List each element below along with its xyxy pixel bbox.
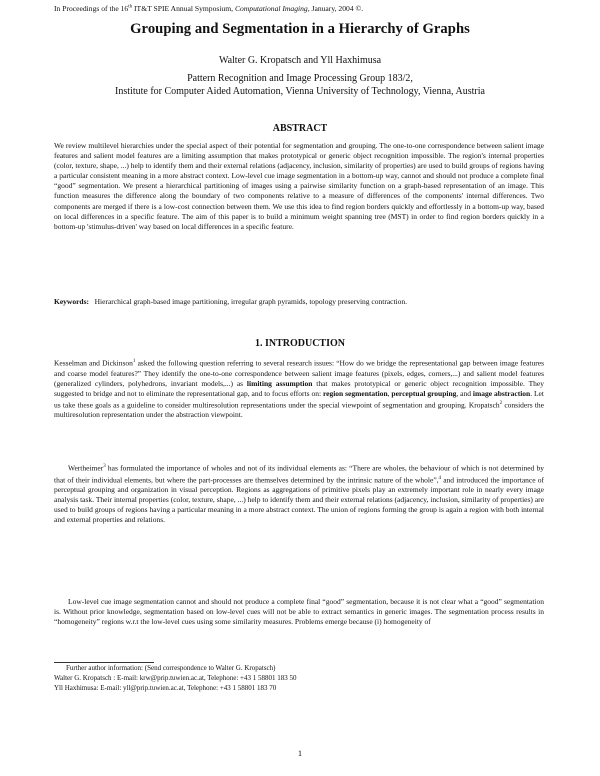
paper-title: Grouping and Segmentation in a Hierarchy of Graphs <box>130 21 470 37</box>
intro-paragraph-2: Wertheimer$^3$ has formulated the importance of wholes and not of its individual elements as: “There are wholes, the behaviour of which is not determined by that of their individual elements, but where the part-processes are themselves determined by the intrinsic nature of the whole”,$^4$ and introduced the importance of perceptual grouping and organization in visual perception. Regions as aggregations of primitive pixels play an extremely important role in nearly every image analysis task. Their internal properties (color, texture, shape, ...) help to identify them and their external relations (adjacency, inclusion, similarity of properties) are used to build groups of regions having a particular meaning in a more abstract context. The union of regions forming the group is again a region with both internal and external properties and relations. <box>54 463 544 525</box>
footnote-author-1: Walter G. Kropatsch : E-mail: krw@prip.tuwien.ac.at, Telephone: +43 1 58801 183 50 <box>54 674 297 682</box>
footnote-author-2: Yll Haxhimusa: E-mail: yll@prip.tuwien.ac.at, Telephone: +43 1 58801 183 70 <box>54 684 277 692</box>
intro-paragraph-1: Kesselman and Dickinson$^1$ asked the following question referring to several research issues: “How do we bridge the representational gap between image features and coarse model features?” They identify the one-to-one correspondence between salient image features (pixels, edges, corners,...) and salient model features (generalized cylinders, polyhedrons, invariant models,...) as limiting assumption that makes prototypical or generic object recognition impossible. They suggested to bridge and not to eliminate the representational gap, and to focus efforts on: region segmentation, perceptual grouping, and image abstraction. Let us take these goals as a guideline to consider multiresolution representations under the special viewpoint of segmentation and grouping. Kropatsch$^2$ considers the multiresolution representation under the abstraction viewpoint. <box>54 358 545 420</box>
intro-paragraph-3: Low-level cue image segmentation cannot and should not produce a complete final “good” segmentation, because it is not clear what a “good” segmentation is. Without prior knowledge, segmentation based on low-level cues will not be able to extract semantics in generic images. The segmentation process results in “homogeneity” regions w.r.t the low-level cues using some similarity measures. Problems emerge because (i) homogeneity of <box>54 597 544 627</box>
authors: Walter G. Kropatsch and Yll Haxhimusa <box>218 55 382 66</box>
keywords: Keywords: Hierarchical graph-based image partitioning, irregular graph pyramids, topology preserving contraction. <box>54 297 408 306</box>
page-number: 1 <box>297 748 303 758</box>
abstract-text: We review multilevel hierarchies under the special aspect of their potential for segmentation and grouping. The one-to-one correspondence between salient image features and salient model features are a limiting assumption that makes prototypical or generic object recognition impossible. The region's internal properties (color, texture, shape, ...) help to identify them and their external relations (adjacency, inclusion, similarity of properties) are used to build groups of regions having a particular consistent meaning in a more abstract context. Low-level cue image segmentation in a bottom-up way, cannot and should not produce a complete final “good” segmentation. We present a hierarchical partitioning of images using a pairwise similarity function on a graph-based representation of an image. This function measures the difference along the boundary of two components relative to a measure of differences of the components' internal differences. Two components are merged if there is a low-cost connection between them. We use this idea to find region borders quickly and effortlessly in a bottom-up way, based on local differences in a specific feature. The aim of this paper is to build a minimum weight spanning tree (MST) in order to find region borders quickly in a bottom-up 'stimulus-driven' way based on local differences in a specific feature. <box>54 141 544 231</box>
abstract-heading: ABSTRACT <box>272 123 328 134</box>
affiliation-group: Pattern Recognition and Image Processing Group 183/2, <box>187 73 413 84</box>
running-header: In Proceedings of the 16th IT&T SPIE Annual Symposium, Computational Imaging, January, 2004 ©. <box>54 4 364 13</box>
footnote-correspondence: Further author information: (Send correspondence to Walter G. Kropatsch) <box>66 664 276 672</box>
footnote-rule <box>54 662 154 663</box>
introduction-heading: 1. INTRODUCTION <box>254 338 345 349</box>
affiliation-institute: Institute for Computer Aided Automation, Vienna University of Technology, Vienna, Austria <box>115 86 485 97</box>
